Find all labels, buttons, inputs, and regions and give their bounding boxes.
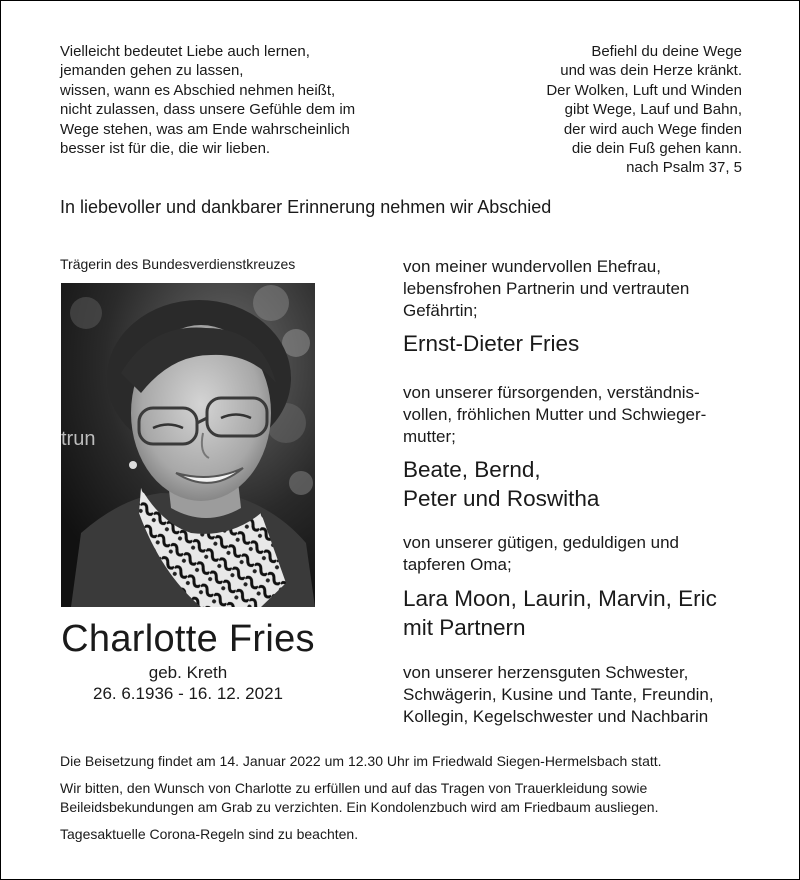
- description-line: Kollegin, Kegelschwester und Nachbarin: [403, 707, 709, 726]
- poem-source: nach Psalm 37, 5: [626, 159, 742, 177]
- description-line: lebensfrohen Partnerin und vertrauten: [403, 279, 690, 298]
- poem-right: [462, 42, 742, 178]
- poem-right-line: die dein Fuß gehen kann.: [571, 140, 742, 158]
- poem-left-line: besser ist für die, die wir lieben.: [60, 140, 271, 158]
- poem-left-line: wissen, wann es Abschied nehmen heißt,: [60, 81, 336, 99]
- description-line: von unserer herzensguten Schwester,: [403, 663, 689, 682]
- poem-left: [60, 42, 380, 158]
- deceased-dates: 26. 6.1936 - 16. 12. 2021: [93, 684, 283, 703]
- photo-background-text: trun: [61, 428, 96, 450]
- mourner-name: Lara Moon, Laurin, Marvin, Eric: [403, 586, 717, 611]
- burial-info: Die Beisetzung findet am 14. Januar 2022 um 12.30 Uhr im Friedwald Siegen-Hermelsbach statt.: [60, 753, 662, 769]
- mourner-description: [403, 382, 763, 448]
- mourner-description: [403, 532, 763, 576]
- poem-right-line: und was dein Herze kränkt.: [560, 62, 742, 80]
- mourner-description: [403, 256, 763, 322]
- deceased-birth-name: geb. Kreth: [148, 663, 228, 682]
- poem-left-line: Vielleicht bedeutet Liebe auch lernen,: [60, 43, 310, 60]
- description-line: Schwägerin, Kusine und Tante, Freundin,: [403, 685, 714, 704]
- mourner-description: [403, 662, 763, 728]
- mourner-names: [403, 455, 763, 513]
- intro-text: In liebevoller und dankbarer Erinnerung nehmen wir Abschied: [60, 197, 552, 217]
- poem-right-line: Der Wolken, Luft und Winden: [546, 81, 742, 99]
- footer-notes: [60, 752, 760, 851]
- mourner-name: Peter und Roswitha: [403, 486, 600, 511]
- poem-left-line: Wege stehen, was am Ende wahrscheinlich: [60, 120, 350, 138]
- description-line: mutter;: [403, 427, 456, 446]
- portrait-photo: [61, 283, 315, 607]
- description-line: von unserer gütigen, geduldigen und: [403, 533, 679, 552]
- poem-left-line: nicht zulassen, dass unsere Gefühle dem im: [60, 101, 356, 119]
- poem-right-line: gibt Wege, Lauf und Bahn,: [564, 101, 742, 119]
- mourner-names: [403, 584, 763, 642]
- description-line: von unserer fürsorgenden, verständnis-: [403, 383, 700, 402]
- poem-right-line: Befiehl du deine Wege: [591, 43, 742, 60]
- poem-right-line: der wird auch Wege finden: [563, 120, 742, 138]
- deceased-name: Charlotte Fries: [61, 618, 315, 660]
- mourners-list: [403, 256, 763, 728]
- mourner-name: Ernst-Dieter Fries: [403, 331, 580, 356]
- description-line: vollen, fröhlichen Mutter und Schwieger-: [403, 405, 707, 424]
- mourner-names: [403, 329, 763, 358]
- description-line: Gefährtin;: [403, 301, 478, 320]
- mourner-name: Beate, Bernd,: [403, 457, 541, 482]
- mourner-name: mit Partnern: [403, 615, 526, 640]
- mourning-request: Wir bitten, den Wunsch von Charlotte zu erfüllen und auf das Tragen von Trauerkleidung sowie Beileidsbekundungen am Grab zu verzichten. Ein Kondolenzbuch wird am Friedbaum ausliegen.: [60, 779, 659, 815]
- corona-notice: Tagesaktuelle Corona-Regeln sind zu beachten.: [60, 825, 359, 842]
- description-line: tapferen Oma;: [403, 555, 512, 574]
- description-line: von meiner wundervollen Ehefrau,: [403, 257, 661, 276]
- award-text: Trägerin des Bundesverdienstkreuzes: [60, 256, 296, 272]
- poem-left-line: jemanden gehen zu lassen,: [60, 62, 244, 80]
